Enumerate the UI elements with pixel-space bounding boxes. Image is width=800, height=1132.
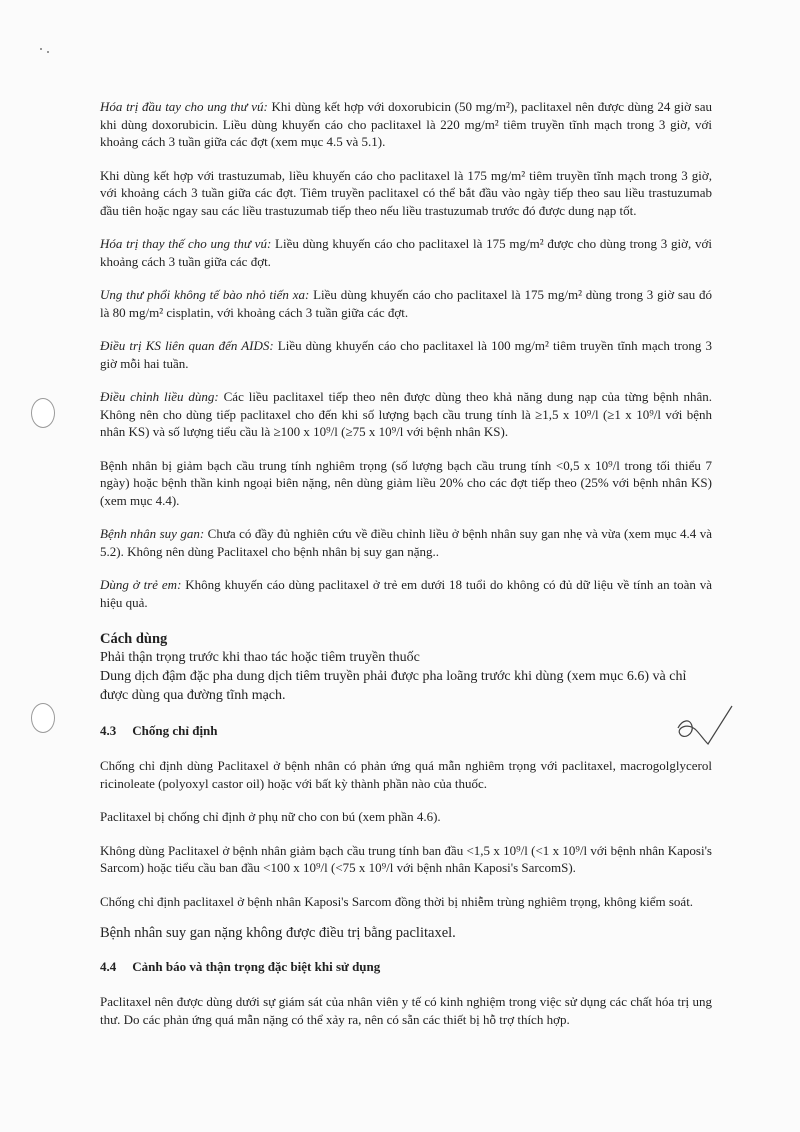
paragraph-first-line-breast-cancer (100, 98, 712, 151)
punch-hole-top (31, 398, 55, 428)
paragraph-text: Liều dùng khuyến cáo cho paclitaxel là 175 mg/m² dùng trong 3 giờ sau đó là 80 mg/m² cisplatin, với khoảng cách 3 tuần giữa các đợt. (100, 287, 712, 320)
paragraph-text: Liều dùng khuyến cáo cho paclitaxel là 100 mg/m² tiêm truyền tĩnh mạch trong 3 giờ mỗi hai tuần. (100, 338, 712, 371)
paragraph-trastuzumab: Khi dùng kết hợp với trastuzumab, liều khuyến cáo cho paclitaxel là 175 mg/m² tiêm truyền tĩnh mạch trong 3 giờ, với khoảng cách 3 tuần giữa các đợt. Tiêm truyền paclitaxel có thể bắt đầu vào ngày tiếp theo sau liều trastuzumab đầu tiên hoặc ngay sau các liều trastuzumab tiếp theo nếu liều trastuzumab trước đó được dung nạp tốt. (100, 167, 712, 218)
section-title: Cảnh báo và thận trọng đặc biệt khi sử dụng (132, 959, 381, 974)
italic-label: Hóa trị đầu tay cho ung thư vú: (100, 99, 268, 114)
paragraph-nsclc (100, 286, 712, 321)
paragraph-contraindication-kaposi: Chống chỉ định paclitaxel ở bệnh nhân Kaposi's Sarcom đồng thời bị nhiễm trùng nghiêm trọng, không kiểm soát. (100, 893, 694, 909)
section-number: 4.3 (100, 723, 117, 738)
section-title: Chống chỉ định (132, 723, 218, 738)
italic-label: Điều trị KS liên quan đến AIDS: (100, 338, 274, 353)
italic-label: Ung thư phổi không tế bào nhỏ tiến xa: (100, 287, 310, 302)
document-body (100, 98, 712, 1028)
paragraph-contraindication-hypersensitivity: Chống chỉ định dùng Paclitaxel ở bệnh nhân có phản ứng quá mẫn nghiêm trọng với paclitaxel, macrogolglycerol ricinoleate (polyoxyl castor oil) hoặc với bất kỳ thành phần nào của thuốc. (100, 758, 712, 791)
italic-label: Dùng ở trẻ em: (100, 577, 182, 592)
paragraph-text: Các liều paclitaxel tiếp theo nên được dùng theo khả năng dung nạp của từng bệnh nhân. Không nên cho dùng tiếp paclitaxel cho đến khi số lượng bạch cầu trung tính là ≥1,5 x 10⁹/l (≥1 x 10⁹/l với bệnh nhân KS) và số lượng tiểu cầu là ≥100 x 10⁹/l (≥75 x 10⁹/l với bệnh nhân KS). (100, 389, 713, 439)
paragraph-dose-adjustment (100, 388, 712, 441)
italic-label: Điều chỉnh liều dùng: (100, 389, 219, 404)
italic-label: Bệnh nhân suy gan: (100, 526, 205, 541)
paragraph-contraindication-breastfeeding: Paclitaxel bị chống chỉ định ở phụ nữ cho con bú (xem phần 4.6). (100, 809, 441, 824)
paragraph-second-line-breast-cancer (100, 235, 712, 270)
heading-cach-dung: Cách dùng (100, 631, 168, 647)
paragraph-text: Khi dùng kết hợp với doxorubicin (50 mg/m²), paclitaxel nên được dùng 24 giờ sau khi dùng doxorubicin. Liều dùng khuyến cáo cho paclitaxel là 220 mg/m² tiêm truyền tĩnh mạch trong 3 giờ, với khoảng cách 3 tuần giữa các đợt (xem mục 4.5 và 5.1). (100, 99, 713, 149)
section-number: 4.4 (100, 959, 117, 974)
administration-line-2: Dung dịch đậm đặc pha dung dịch tiêm truyền phải được pha loãng trước khi dùng (xem mục 6.6) và chỉ được dùng qua đường tĩnh mạch. (100, 669, 687, 703)
scan-speck (47, 51, 49, 53)
paragraph-contraindication-liver: Bệnh nhân suy gan nặng không được điều trị bằng paclitaxel. (100, 925, 456, 941)
paragraph-pediatric (100, 576, 712, 611)
paragraph-text: Không khuyến cáo dùng paclitaxel ở trẻ em dưới 18 tuổi do không có đủ dữ liệu về tính an toàn và hiệu quả. (100, 577, 712, 610)
paragraph-contraindication-neutrophils: Không dùng Paclitaxel ở bệnh nhân giảm bạch cầu trung tính ban đầu <1,5 x 10⁹/l (<1 x 10⁹/l với bệnh nhân Kaposi's Sarcom) hoặc tiểu cầu ban đầu <100 x 10⁹/l (<75 x 10⁹/l với bệnh nhân Kaposi's SarcomS). (100, 842, 712, 875)
scan-speck (40, 48, 42, 50)
paragraph-text: Liều dùng khuyến cáo cho paclitaxel là 175 mg/m² được cho dùng trong 3 giờ, với khoảng cách 3 tuần giữa các đợt. (100, 236, 713, 269)
paragraph-neutropenia: Bệnh nhân bị giảm bạch cầu trung tính nghiêm trọng (số lượng bạch cầu trung tính <0,5 x 10⁹/l trong tối thiểu 7 ngày) hoặc bệnh thần kinh ngoại biên nặng, nên dùng giảm liều 20% cho các đợt tiếp theo (25% với bệnh nhân KS) (xem mục 4.4). (100, 457, 712, 508)
administration-line-1: Phải thận trọng trước khi thao tác hoặc tiêm truyền thuốc (100, 650, 420, 665)
paragraph-warnings: Paclitaxel nên được dùng dưới sự giám sát của nhân viên y tế có kinh nghiệm trong việc sử dụng các chất hóa trị ung thư. Do các phản ứng quá mẫn nặng có thể xảy ra, nên có sẵn các thiết bị hỗ trợ thích hợp. (100, 994, 712, 1027)
punch-hole-bottom (31, 703, 55, 733)
section-heading-4-3 (100, 723, 712, 739)
paragraph-aids-ks (100, 337, 712, 372)
paragraph-text: Chưa có đầy đủ nghiên cứu về điều chỉnh liều ở bệnh nhân suy gan nhẹ và vừa (xem mục 4.4 và 5.2). Không nên dùng Paclitaxel cho bệnh nhân bị suy gan nặng.. (100, 526, 713, 559)
italic-label: Hóa trị thay thế cho ung thư vú: (100, 236, 272, 251)
section-heading-4-4 (100, 959, 712, 975)
paragraph-hepatic-impairment (100, 525, 712, 560)
